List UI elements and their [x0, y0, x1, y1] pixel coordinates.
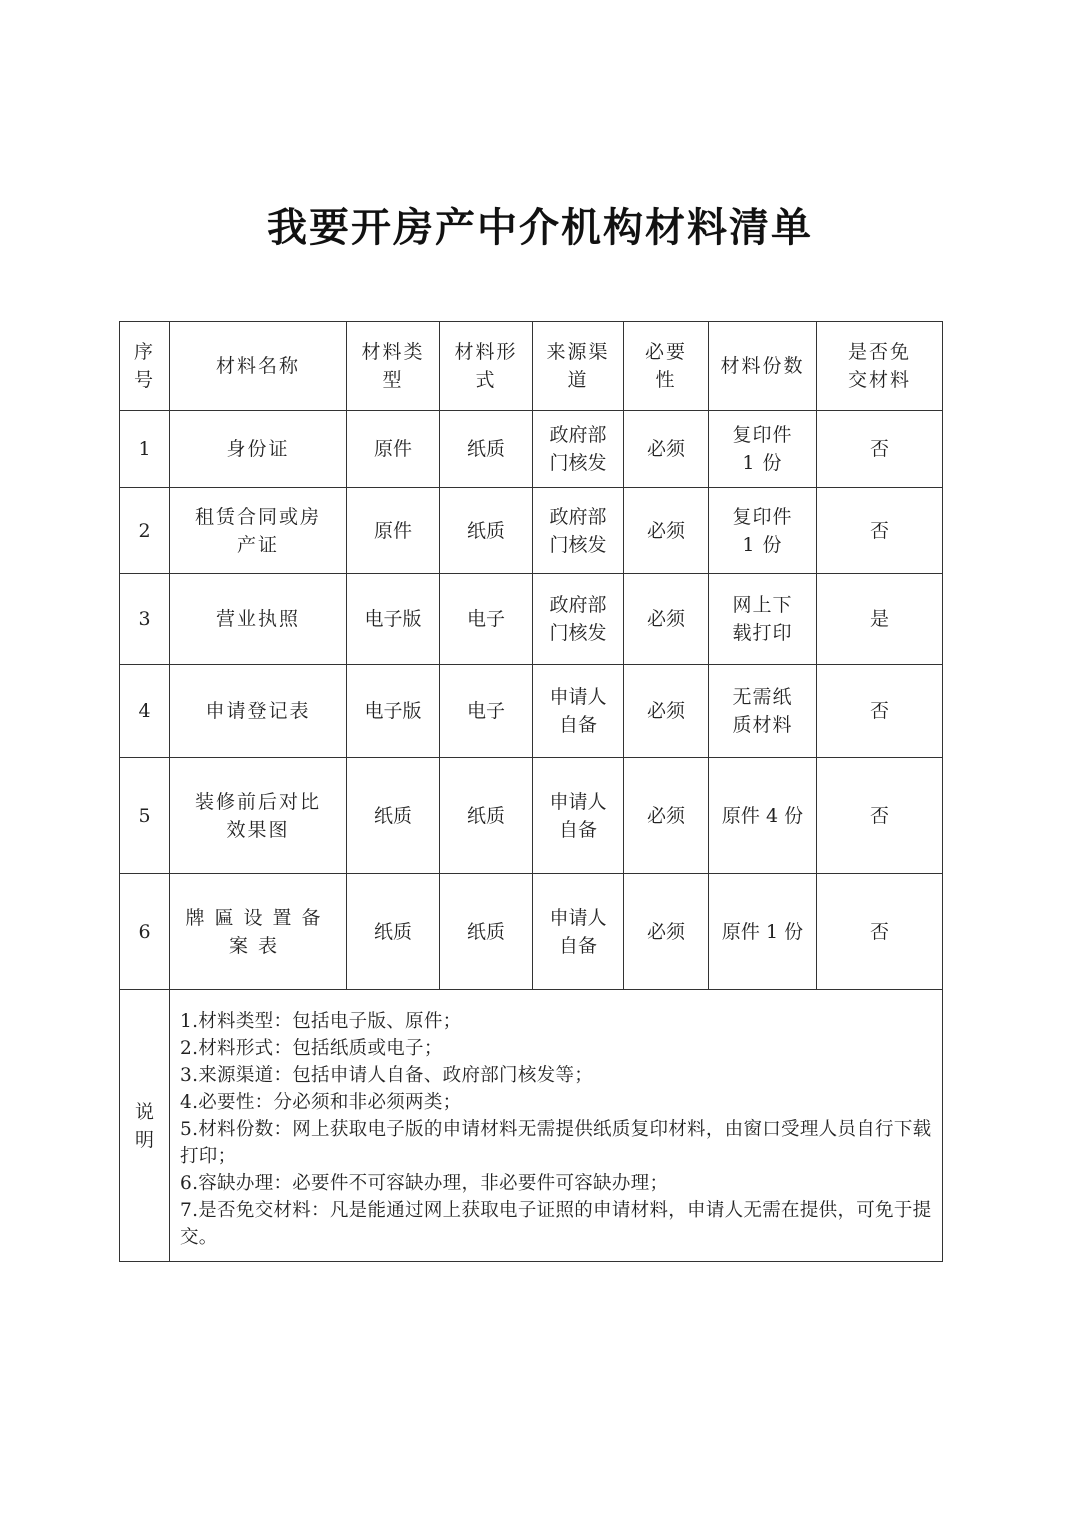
- header-copies: 材料份数: [709, 322, 817, 411]
- material-name: 营业执照: [170, 574, 347, 665]
- material-copies: 复印件 1 份: [709, 411, 817, 488]
- material-required: 必须: [624, 665, 709, 758]
- table-row: [120, 411, 943, 488]
- table-row: [120, 574, 943, 665]
- material-name: 申请登记表: [170, 665, 347, 758]
- row-index: 6: [120, 874, 170, 990]
- material-exempt: 否: [817, 665, 943, 758]
- material-copies: 复印件 1 份: [709, 488, 817, 574]
- header-index: 序号: [120, 322, 170, 411]
- material-copies: 无需纸质材料: [709, 665, 817, 758]
- material-name: 租赁合同或房产证: [170, 488, 347, 574]
- header-form: 材料形式: [440, 322, 533, 411]
- material-exempt: 否: [817, 874, 943, 990]
- note-item: 7.是否免交材料：凡是能通过网上获取电子证照的申请材料，申请人无需在提供，可免于提交。: [180, 1200, 932, 1248]
- note-item: 4.必要性：分必须和非必须两类；: [180, 1092, 462, 1113]
- material-form: 电子: [440, 574, 533, 665]
- material-exempt: 否: [817, 488, 943, 574]
- header-exempt: 是否免交材料: [817, 322, 943, 411]
- row-index: 3: [120, 574, 170, 665]
- notes-content: [170, 990, 943, 1262]
- material-type: 电子版: [347, 574, 440, 665]
- note-item: 5.材料份数：网上获取电子版的申请材料无需提供纸质复印材料，由窗口受理人员自行下载打印；: [180, 1119, 932, 1167]
- material-type: 原件: [347, 411, 440, 488]
- material-type: 原件: [347, 488, 440, 574]
- material-source: 申请人自备: [533, 758, 624, 874]
- note-item: 3.来源渠道：包括申请人自备、政府部门核发等；: [180, 1065, 594, 1086]
- material-type: 纸质: [347, 874, 440, 990]
- table-header-row: [120, 322, 943, 411]
- material-source: 政府部门核发: [533, 488, 624, 574]
- row-index: 2: [120, 488, 170, 574]
- material-form: 纸质: [440, 874, 533, 990]
- material-form: 纸质: [440, 411, 533, 488]
- table-row: [120, 758, 943, 874]
- note-item: 6.容缺办理：必要件不可容缺办理，非必要件可容缺办理；: [180, 1173, 669, 1194]
- material-source: 申请人自备: [533, 874, 624, 990]
- material-copies: 网上下载打印: [709, 574, 817, 665]
- table-row: [120, 488, 943, 574]
- material-required: 必须: [624, 411, 709, 488]
- material-required: 必须: [624, 574, 709, 665]
- material-source: 申请人自备: [533, 665, 624, 758]
- material-exempt: 否: [817, 758, 943, 874]
- material-name: 身份证: [170, 411, 347, 488]
- material-type: 电子版: [347, 665, 440, 758]
- material-copies: 原件 4 份: [709, 758, 817, 874]
- header-type: 材料类型: [347, 322, 440, 411]
- material-required: 必须: [624, 874, 709, 990]
- notes-label: 说明: [120, 990, 170, 1262]
- table-row: [120, 665, 943, 758]
- material-form: 纸质: [440, 758, 533, 874]
- material-form: 电子: [440, 665, 533, 758]
- material-required: 必须: [624, 488, 709, 574]
- table-row: [120, 874, 943, 990]
- document-title: 我要开房产中介机构材料清单: [267, 205, 813, 251]
- row-index: 4: [120, 665, 170, 758]
- material-form: 纸质: [440, 488, 533, 574]
- notes-row: [120, 990, 943, 1262]
- material-source: 政府部门核发: [533, 574, 624, 665]
- note-item: 1.材料类型：包括电子版、原件；: [180, 1011, 462, 1032]
- materials-table: [119, 321, 943, 1262]
- header-required: 必要性: [624, 322, 709, 411]
- material-exempt: 否: [817, 411, 943, 488]
- note-item: 2.材料形式：包括纸质或电子；: [180, 1038, 443, 1059]
- material-source: 政府部门核发: [533, 411, 624, 488]
- header-source: 来源渠道: [533, 322, 624, 411]
- material-required: 必须: [624, 758, 709, 874]
- row-index: 5: [120, 758, 170, 874]
- header-name: 材料名称: [170, 322, 347, 411]
- material-exempt: 是: [817, 574, 943, 665]
- material-copies: 原件 1 份: [709, 874, 817, 990]
- material-type: 纸质: [347, 758, 440, 874]
- material-name: 装修前后对比效果图: [170, 758, 347, 874]
- row-index: 1: [120, 411, 170, 488]
- material-name: 牌匾设置备案表: [170, 874, 347, 990]
